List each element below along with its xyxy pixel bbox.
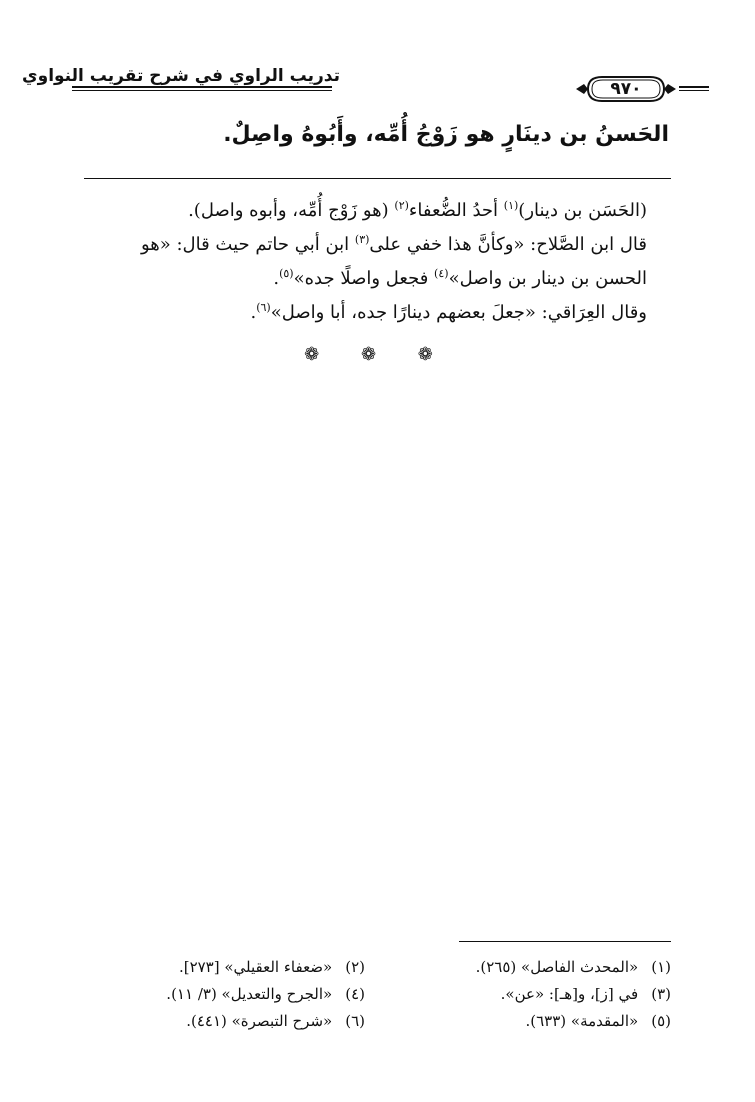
footnote-item [125, 954, 365, 981]
commentary-text: أحدُ الضُّعفاء [408, 200, 504, 221]
footnote-text: «الجرح والتعديل» (٣/ ١١). [166, 985, 333, 1003]
main-text: الحَسنُ بن دينَارٍ هو زَوْجُ أُمِّه، وأَبُوهُ واصِلٌ. [223, 122, 669, 147]
quoted-matn: (الحَسَن بن دينار) [518, 200, 647, 221]
footnote-ref[interactable]: (٢) [394, 199, 409, 212]
footnote-text: «شرح التبصرة» (٤٤١). [186, 1012, 333, 1030]
footnote-item [125, 1008, 365, 1035]
page-number: ٩٧٠ [610, 79, 642, 99]
footnote-ref[interactable]: (٤) [434, 267, 449, 280]
section-end-ornament-icon: ❁ ❁ ❁ [304, 344, 451, 365]
commentary-text: ابن أبي حاتم حيث قال: «هو الحسن بن دينار بن واصل» [140, 234, 647, 289]
footnote-separator [459, 941, 671, 942]
commentary-paragraph-3 [84, 296, 669, 330]
footnote-item [125, 981, 365, 1008]
footnote-number: (٦) [345, 1012, 365, 1030]
footnote-text: «المقدمة» (٦٣٣). [525, 1012, 639, 1030]
commentary-text: . [273, 268, 280, 289]
footnote-item [401, 981, 671, 1008]
footnote-number: (٣) [651, 985, 671, 1003]
footnote-text: في [ز]، و[هـ]: «عن». [500, 985, 639, 1003]
quoted-matn: (هو زَوْج أُمِّه، وأبوه واصل). [188, 200, 395, 221]
footnote-text: «المحدث الفاصل» (٢٦٥). [475, 958, 639, 976]
commentary-text: . [250, 302, 257, 323]
footnotes-column-left [125, 954, 365, 1035]
footnote-number: (٥) [651, 1012, 671, 1030]
footnote-ref[interactable]: (٥) [279, 267, 294, 280]
footnote-ref[interactable]: (٣) [354, 233, 370, 246]
footnotes-column-right [401, 954, 671, 1035]
page-number-cartouche [576, 74, 676, 104]
footnote-ref[interactable]: (٦) [256, 301, 271, 314]
commentary-text: فجعل واصلًا جده» [293, 268, 435, 289]
commentary [84, 194, 669, 330]
main-text-separator [84, 178, 671, 179]
footnote-number: (١) [651, 958, 671, 976]
footnote-ref[interactable]: (١) [503, 199, 519, 212]
running-header-title: تدريب الراوي في شرح تقريب النواوي [22, 66, 340, 86]
footnote-number: (٤) [345, 985, 365, 1003]
footnote-number: (٢) [345, 958, 365, 976]
footnote-item [401, 954, 671, 981]
header-rule-left [72, 86, 332, 91]
commentary-text: قال ابن الصَّلاح: «وكأنَّ هذا خفي على [369, 234, 647, 255]
commentary-paragraph-2 [84, 228, 669, 296]
header-rule-right [679, 86, 709, 91]
commentary-text: وقال العِرَاقي: «جعلَ بعضهم دينارًا جده، أبا واصل» [270, 302, 647, 323]
commentary-paragraph-1 [84, 194, 669, 228]
footnote-item [401, 1008, 671, 1035]
footnote-text: «ضعفاء العقيلي» [٢٧٣]. [178, 958, 333, 976]
